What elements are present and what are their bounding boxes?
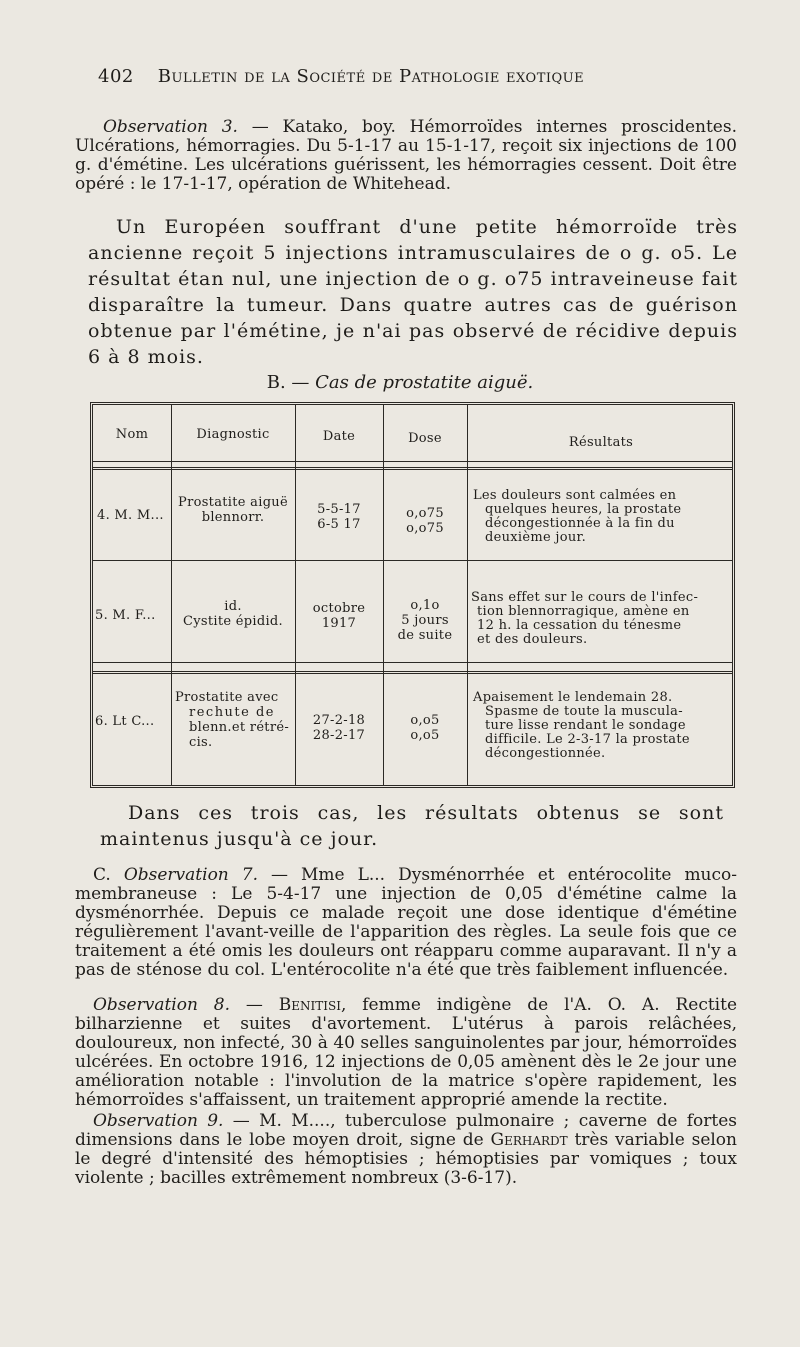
row1-nom: 4. M. M... bbox=[97, 508, 164, 523]
col-header-dose: Dose bbox=[408, 431, 442, 446]
observation-8-paragraph: Observation 8. — Benitisi, femme indigène de l'A. O. A. Rectite bilharzienne et suites d'avortement. L'utérus à parois relâchées, douloureux, non infecté, 30 à 40 selles sanguinolentes par jour, hémorroïdes ulcérées. En octobre 1916, 12 injections de 0,05 amènent dès le 2e jour une amélioration notable : l'involution de la matrice s'opère rapidement, les hémorroïdes s'affaissent, un traitement approprié amende la rectite. bbox=[75, 995, 738, 1110]
row3-dose: o,o5 o,o5 bbox=[410, 713, 440, 743]
observation-9-name: Gerhardt bbox=[490, 1130, 568, 1150]
col-header-resultats: Résultats bbox=[568, 435, 634, 450]
row3-diagnostic: Prostatite avec rechute de blenn.et rétré- cis. bbox=[175, 690, 290, 750]
running-header bbox=[98, 66, 658, 87]
observation-3-text: — Katako, boy. Hémorroïdes internes proscidentes. Ulcérations, hémorragies. Du 5-1-17 au 15-1-17, reçoit six injections de 100 g. d'émétine. Les ulcérations guérissent, les hémorragies cessent. Doit être opéré : le 17-1-17, opération de Whitehead. bbox=[75, 117, 737, 194]
row1-diagnostic: Prostatite aiguë blennorr. bbox=[178, 495, 288, 525]
european-case-paragraph: Un Européen souffrant d'une petite hémorroïde très ancienne reçoit 5 injections intramusculaires de o g. o5. Le résultat étan nul, une injection de o g. o75 intraveineuse fait disparaître la tumeur. Dans quatre autres cas de guérison obtenue par l'émétine, je n'ai pas observé de récidive depuis 6 à 8 mois. bbox=[88, 216, 738, 368]
section-b-heading bbox=[0, 372, 800, 393]
row2-date: octobre 1917 bbox=[312, 601, 366, 631]
row2-nom: 5. M. F... bbox=[95, 608, 156, 623]
observation-7-label: Observation 7. bbox=[123, 865, 258, 885]
observation-8-text: , femme indigène de l'A. O. A. Rectite bilharzienne et suites d'avortement. L'utérus à parois relâchées, douloureux, non infecté, 30 à 40 selles sanguinolentes par jour, hémorroïdes ulcérées. En octobre 1916, 12 injections de 0,05 amènent dès le 2e jour une amélioration notable : l'involution de la matrice s'opère rapidement, les hémorroïdes s'affaissent, un traitement approprié amende la rectite. bbox=[75, 995, 738, 1110]
row1-dose: o,o75 o,o75 bbox=[406, 506, 444, 536]
observation-7-text: — Mme L... Dysménorrhée et entérocolite muco-membraneuse : Le 5-4-17 une injection de 0,05 d'émétine calme la dysménorrhée. Depuis ce malade reçoit une dose identique d'émétine régulièrement l'avant-veille de l'apparition des règles. La seule fois que ce traitement a été omis les douleurs ont réapparu comme auparavant. Il n'y a pas de sténose du col. L'entérocolite n'a été que très faiblement influencée. bbox=[75, 865, 738, 980]
row2-dose: o,1o 5 jours de suite bbox=[397, 598, 453, 643]
results-paragraph: Dans ces trois cas, les résultats obtenus se sont maintenus jusqu'à ce jour. bbox=[100, 802, 724, 850]
row3-resultats: Apaisement le lendemain 28. Spasme de toute la muscula- ture lisse rendant le sondage difficile. Le 2-3-17 la prostate décongestionnée. bbox=[473, 690, 690, 761]
observation-9-label: Observation 9. bbox=[93, 1111, 224, 1131]
row3-nom: 6. Lt C... bbox=[95, 714, 155, 729]
col-header-nom: Nom bbox=[115, 427, 149, 442]
col-header-diagnostic: Diagnostic bbox=[196, 427, 270, 442]
row2-resultats: Sans effet sur le cours de l'infec- tion blennorragique, amène en 12 h. la cessation du ténesme et des douleurs. bbox=[471, 590, 699, 647]
row2-diagnostic: id. Cystite épidid. bbox=[182, 599, 283, 629]
section-b-prefix: B. — bbox=[266, 372, 310, 393]
observation-3-paragraph bbox=[75, 118, 737, 194]
observation-3-label: Observation 3. bbox=[103, 117, 238, 137]
running-title: Bulletin de la Société de Pathologie exotique bbox=[157, 66, 585, 87]
row1-date: 5-5-17 6-5 17 bbox=[317, 502, 361, 532]
observation-8-label: Observation 8. bbox=[93, 995, 231, 1015]
observation-9-paragraph: Observation 9. — M. M...., tuberculose pulmonaire ; caverne de fortes dimensions dans le lobe moyen droit, signe de Gerhardt très variable selon le degré d'intensité des hémoptisies ; hémoptisies par vomiques ; toux violente ; bacilles extrêmement nombreux (3-6-17). bbox=[75, 1111, 738, 1188]
row1-resultats: Les douleurs sont calmées en quelques heures, la prostate décongestionnée à la fin du deuxième jour. bbox=[473, 488, 682, 545]
page-number: 402 bbox=[98, 66, 134, 87]
col-header-date: Date bbox=[322, 429, 356, 444]
observation-8-name: Benitisi bbox=[278, 995, 341, 1015]
row3-date: 27-2-18 28-2-17 bbox=[312, 713, 366, 743]
section-b-title: Cas de prostatite aiguë. bbox=[315, 372, 534, 393]
prostatitis-table bbox=[90, 402, 735, 788]
observation-7-paragraph: C. Observation 7. — Mme L... Dysménorrhée et entérocolite muco-membraneuse : Le 5-4-17 une injection de 0,05 d'émétine calme la dysménorrhée. Depuis ce malade reçoit une dose identique d'émétine régulièrement l'avant-veille de l'apparition des règles. La seule fois que ce traitement a été omis les douleurs ont réapparu comme auparavant. Il n'y a pas de sténose du col. L'entérocolite n'a été que très faiblement influencée. bbox=[75, 865, 738, 980]
